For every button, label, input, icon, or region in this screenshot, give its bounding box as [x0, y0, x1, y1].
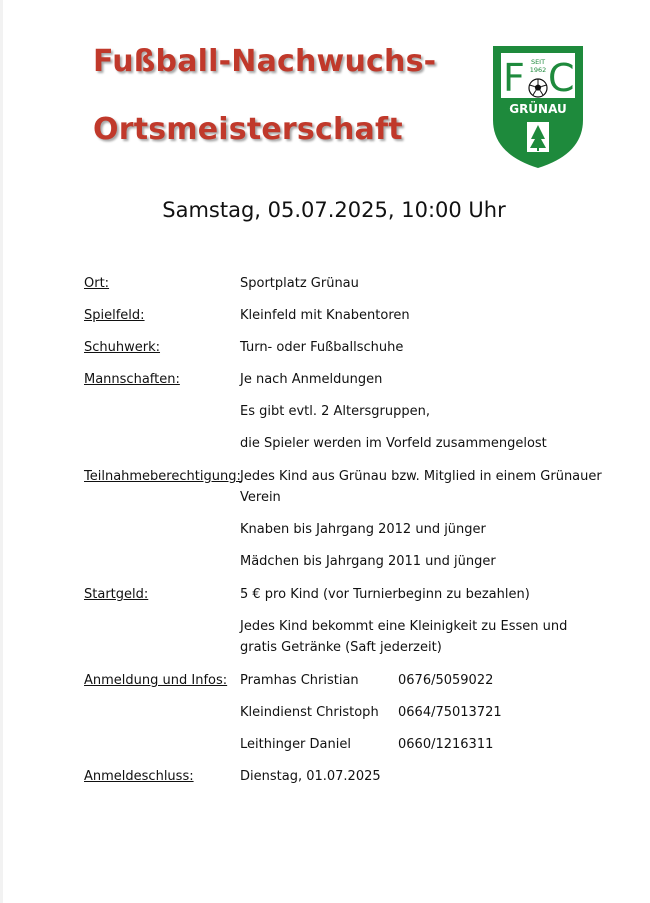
tree-icon: [527, 122, 549, 152]
event-date: Samstag, 05.07.2025, 10:00 Uhr: [162, 198, 506, 222]
value-schuhwerk: Turn- oder Fußballschuhe: [240, 340, 404, 355]
label-anmeldeschluss: Anmeldeschluss:: [84, 769, 194, 784]
value-startgeld-2: Jedes Kind bekommt eine Kleinigkeit zu Essen und: [240, 619, 568, 634]
value-teilnahme-1: Jedes Kind aus Grünau bzw. Mitglied in einem Grünauer: [240, 469, 602, 484]
logo-seit: SEIT: [530, 58, 546, 66]
club-logo: [488, 42, 588, 172]
value-mannschaften-1: Je nach Anmeldungen: [240, 372, 383, 387]
contact-phone-2[interactable]: 0664/75013721: [398, 705, 502, 720]
contact-name-1: Pramhas Christian: [240, 673, 359, 688]
label-schuhwerk: Schuhwerk:: [84, 340, 161, 355]
label-teilnahme: Teilnahmeberechtigung:: [84, 469, 241, 484]
logo-letter-c: C: [548, 56, 575, 100]
contact-phone-3[interactable]: 0660/1216311: [398, 737, 494, 752]
football-icon: [529, 79, 547, 97]
label-spielfeld: Spielfeld:: [84, 308, 145, 323]
value-ort: Sportplatz Grünau: [240, 276, 359, 291]
title-line-2: Ortsmeisterschaft: [93, 112, 403, 147]
value-spielfeld: Kleinfeld mit Knabentoren: [240, 308, 410, 323]
contact-name-3: Leithinger Daniel: [240, 737, 351, 752]
value-teilnahme-2: Verein: [240, 490, 281, 505]
value-startgeld-1: 5 € pro Kind (vor Turnierbeginn zu bezahlen): [240, 587, 530, 602]
value-teilnahme-4: Mädchen bis Jahrgang 2011 und jünger: [240, 554, 496, 569]
label-mannschaften: Mannschaften:: [84, 372, 180, 387]
value-startgeld-3: gratis Getränke (Saft jederzeit): [240, 640, 442, 655]
label-anmeldung: Anmeldung und Infos:: [84, 673, 228, 688]
title-line-1: Fußball-Nachwuchs-: [93, 44, 437, 79]
contact-name-2: Kleindienst Christoph: [240, 705, 379, 720]
value-mannschaften-3: die Spieler werden im Vorfeld zusammengelost: [240, 436, 547, 451]
contact-phone-1[interactable]: 0676/5059022: [398, 673, 494, 688]
logo-letter-f: F: [503, 56, 525, 100]
label-ort: Ort:: [84, 276, 110, 291]
logo-year: 1962: [529, 66, 547, 74]
value-anmeldeschluss: Dienstag, 01.07.2025: [240, 769, 381, 784]
flyer-page: [3, 0, 650, 903]
label-startgeld: Startgeld:: [84, 587, 149, 602]
value-mannschaften-2: Es gibt evtl. 2 Altersgruppen,: [240, 404, 430, 419]
logo-name: GRÜNAU: [509, 102, 567, 116]
value-teilnahme-3: Knaben bis Jahrgang 2012 und jünger: [240, 522, 486, 537]
